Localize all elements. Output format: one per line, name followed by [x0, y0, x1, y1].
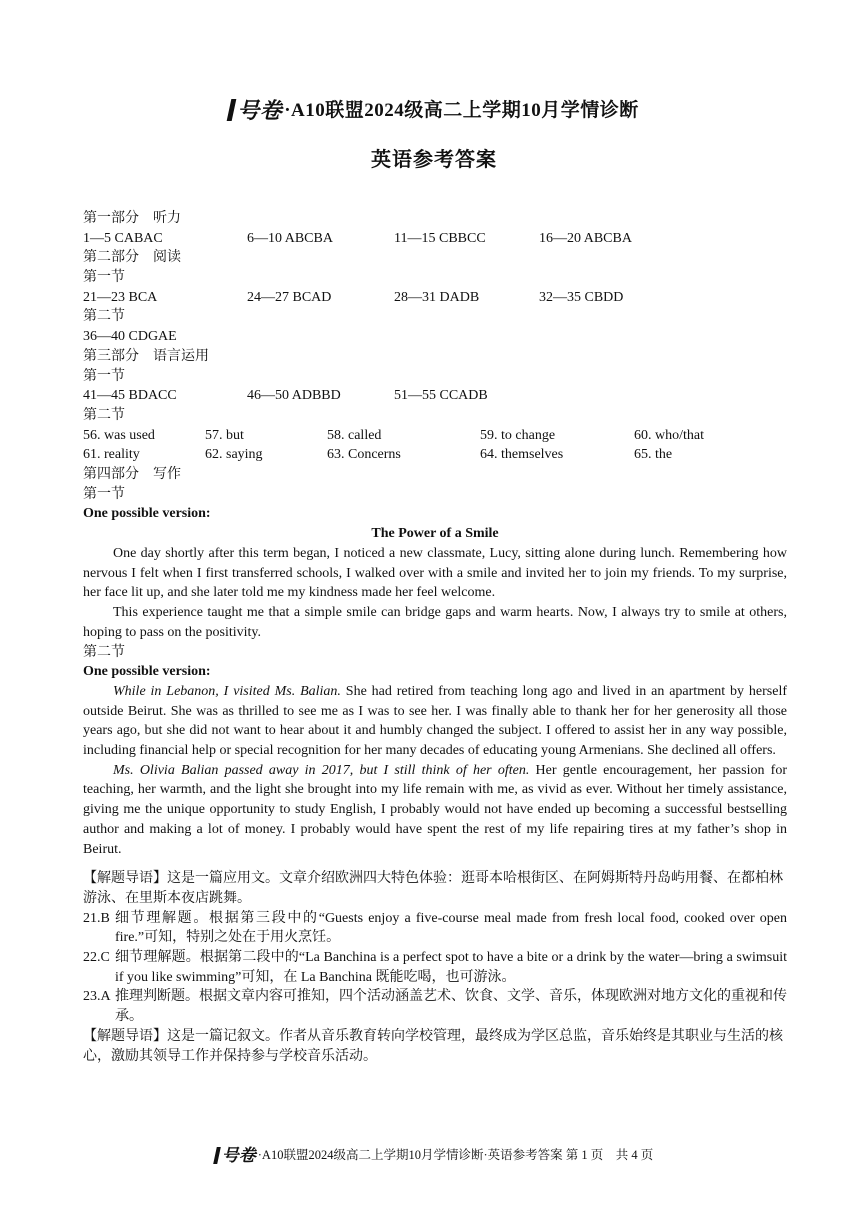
question-number: 23.A: [83, 989, 111, 1005]
question-number: 22.C: [83, 950, 110, 966]
essay-paragraph: Ms. Olivia Balian passed away in 2017, but I still think of her often. Her gentle encouragement, her passion for teaching, her warmth, and the light she brought into my life remain with me, as vivid as ever. Without her timely assistance, giving me the unique opportunity to study English, I probably would not have ended up becoming a successful bestselling author and making a lot of money. I probably would have spent the rest of my life repairing tires at my father’s shop in Beirut.: [83, 762, 787, 857]
part2-sec1-answers: [83, 288, 787, 308]
essay-paragraph: While in Lebanon, I visited Ms. Balian. She had retired from teaching long ago and lived in an apartment by herself outside Beirut. She was as thrilled to see me as I was to see her. I was finally able to thank her for her generosity all those years ago, but she did not want to hear about it and humbly changed the subject. I offered to assist her in any way possible, including financial help or special recognition for her many decades of educating young Armenians. She declined all offers.: [83, 683, 788, 758]
lead-sentence: While in Lebanon, I visited Ms. Balian.: [113, 683, 341, 699]
part3-sec2-row2: [83, 445, 787, 465]
explanation-item: [83, 909, 787, 948]
explanation-text: 细节理解题。根据第二段中的“La Banchina is a perfect spot to have a bite or a drink by the water—bring a swimsuit if you like swimming”可知，在 La Banchina 既能吃喝，也可游泳。: [115, 950, 787, 985]
essay-paragraph: This experience taught me that a simple smile can bridge gaps and warm hearts. Now, I always try to smile at others, hoping to pass on the positivity.: [83, 605, 787, 640]
answer-group: 41—45 BDACC: [83, 388, 177, 404]
fill-answer: 62. saying: [205, 447, 263, 463]
question-number: 21.B: [83, 910, 110, 926]
fill-answer: 64. themselves: [480, 447, 564, 463]
answer-group: 32—35 CBDD: [539, 289, 624, 305]
part3-sec2-row1: [83, 426, 787, 446]
section-label: 第二节: [83, 644, 125, 660]
section-label: 第一节: [83, 368, 125, 384]
explanation-text: 推理判断题。根据文章内容可推知，四个活动涵盖艺术、饮食、文学、音乐，体现欧洲对地方文化的重视和传承。: [115, 989, 787, 1025]
lead-sentence: Ms. Olivia Balian passed away in 2017, but I still think of her often.: [113, 762, 530, 778]
section-label: 第一节: [83, 270, 125, 286]
fill-answer: 58. called: [327, 427, 382, 443]
explanation-text: 细节理解题。根据第三段中的“Guests enjoy a five-course meal made from fresh local food, cooked over open fire.”可知，特别之处在于用火烹饪。: [115, 910, 787, 946]
section-label: 第二节: [83, 309, 125, 325]
brand-logo: 号卷: [229, 94, 282, 125]
section-label: 第二节: [83, 407, 125, 423]
explanations: [83, 869, 787, 1066]
fill-answer: 65. the: [634, 447, 673, 463]
part2-sec2-answers: [83, 327, 787, 347]
guide-text: 【解题导语】这是一篇应用文。文章介绍欧洲四大特色体验：逛哥本哈根街区、在阿姆斯特丹岛屿用餐、在都柏林游泳、在里斯本夜店跳舞。: [83, 871, 783, 906]
answer-group: 46—50 ADBBD: [247, 388, 341, 404]
part2-heading: 第二部分 阅读: [83, 250, 181, 266]
answer-group: 51—55 CCADB: [394, 388, 488, 404]
guide-text: 【解题导语】这是一篇记叙文。作者从音乐教育转向学校管理，最终成为学区总监，音乐始终是其职业与生活的核心，激励其领导工作并保持参与学校音乐活动。: [83, 1028, 783, 1064]
answer-group: 36—40 CDGAE: [83, 329, 177, 345]
essay-title: The Power of a Smile: [371, 526, 499, 541]
page-subtitle: 英语参考答案: [371, 149, 497, 171]
brand-logo: 号卷: [215, 1141, 256, 1166]
answer-content: [83, 209, 787, 1066]
page-title: 号卷 ·A10联盟2024级高二上学期10月学情诊断: [0, 94, 868, 125]
answer-group: 24—27 BCAD: [247, 289, 332, 305]
version-label: One possible version:: [83, 664, 211, 680]
part3-sec1-answers: [83, 386, 787, 406]
answer-group: 28—31 DADB: [394, 289, 480, 305]
explanation-item: [83, 948, 787, 987]
fill-answer: 57. but: [205, 427, 244, 443]
part1-heading: 第一部分 听力: [83, 211, 181, 226]
answer-group: 16—20 ABCBA: [539, 230, 632, 246]
answer-group: 6—10 ABCBA: [247, 230, 333, 246]
part1-answers: [83, 229, 787, 249]
answer-group: 11—15 CBBCC: [394, 230, 486, 246]
answer-group: 21—23 BCA: [83, 289, 158, 305]
fill-answer: 60. who/that: [634, 427, 704, 443]
version-label: One possible version:: [83, 506, 211, 522]
explanation-item: [83, 987, 787, 1026]
fill-answer: 61. reality: [83, 447, 140, 463]
brand-mark-icon: [213, 1147, 221, 1164]
fill-answer: 56. was used: [83, 427, 155, 443]
brand-mark-icon: [227, 99, 237, 121]
section-label: 第一节: [83, 486, 125, 502]
page-footer: 号卷 ·A10联盟2024级高二上学期10月学情诊断·英语参考答案 第 1 页 共 4 页: [0, 1141, 868, 1166]
fill-answer: 63. Concerns: [327, 447, 401, 463]
part4-heading: 第四部分 写作: [83, 466, 181, 482]
fill-answer: 59. to change: [480, 427, 556, 443]
part3-heading: 第三部分 语言运用: [83, 348, 209, 364]
answer-group: 1—5 CABAC: [83, 230, 163, 246]
essay-paragraph: One day shortly after this term began, I noticed a new classmate, Lucy, sitting alone during lunch. Remembering how nervous I felt when I first transferred schools, I walked over with a smile and invited her to join my friends. To my surprise, her face lit up, and she later told me my kindness made her feel welcome.: [83, 546, 787, 601]
